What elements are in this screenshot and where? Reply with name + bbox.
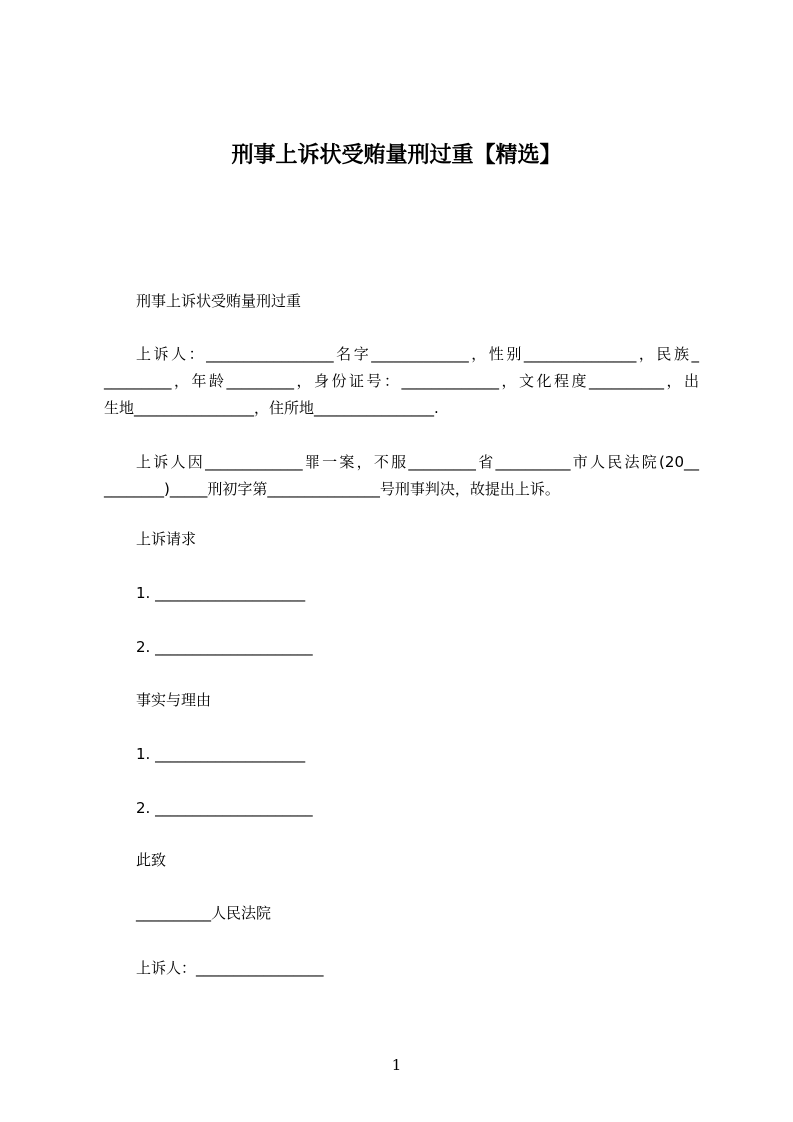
facts-reasons-item-2: 2. _____________________: [136, 799, 313, 817]
document-title: 刑事上诉状受贿量刑过重【精选】: [231, 143, 562, 168]
facts-reasons-heading: 事实与理由: [136, 691, 212, 709]
facts-reasons-item-1: 1. ____________________: [136, 745, 306, 763]
appellant-info-line-3: 生地________________，住所地________________.: [104, 399, 439, 417]
closing-salutation: 此致: [136, 851, 167, 869]
document-subtitle: 刑事上诉状受贿量刑过重: [136, 292, 302, 310]
case-info-line-1: 上诉人因_____________罪一案，不服_________省__________市人民法院(20__: [136, 453, 699, 471]
appellant-info-line-2: _________，年龄_________，身份证号：_____________，文化程度__________，出: [104, 372, 699, 390]
appeal-request-item-2: 2. _____________________: [136, 638, 313, 656]
closing-court: __________人民法院: [136, 904, 272, 922]
appellant-info-line-1: 上诉人：_________________名字_____________，性别_______________，民族_: [136, 345, 699, 363]
appeal-request-item-1: 1. ____________________: [136, 584, 306, 602]
case-info-line-2: ________)_____刑初字第_______________号刑事判决，故提出上诉。: [104, 480, 560, 498]
appeal-request-heading: 上诉请求: [136, 530, 197, 548]
closing-appellant-signature: 上诉人：_________________: [136, 959, 324, 977]
page-number: 1: [391, 1056, 402, 1074]
